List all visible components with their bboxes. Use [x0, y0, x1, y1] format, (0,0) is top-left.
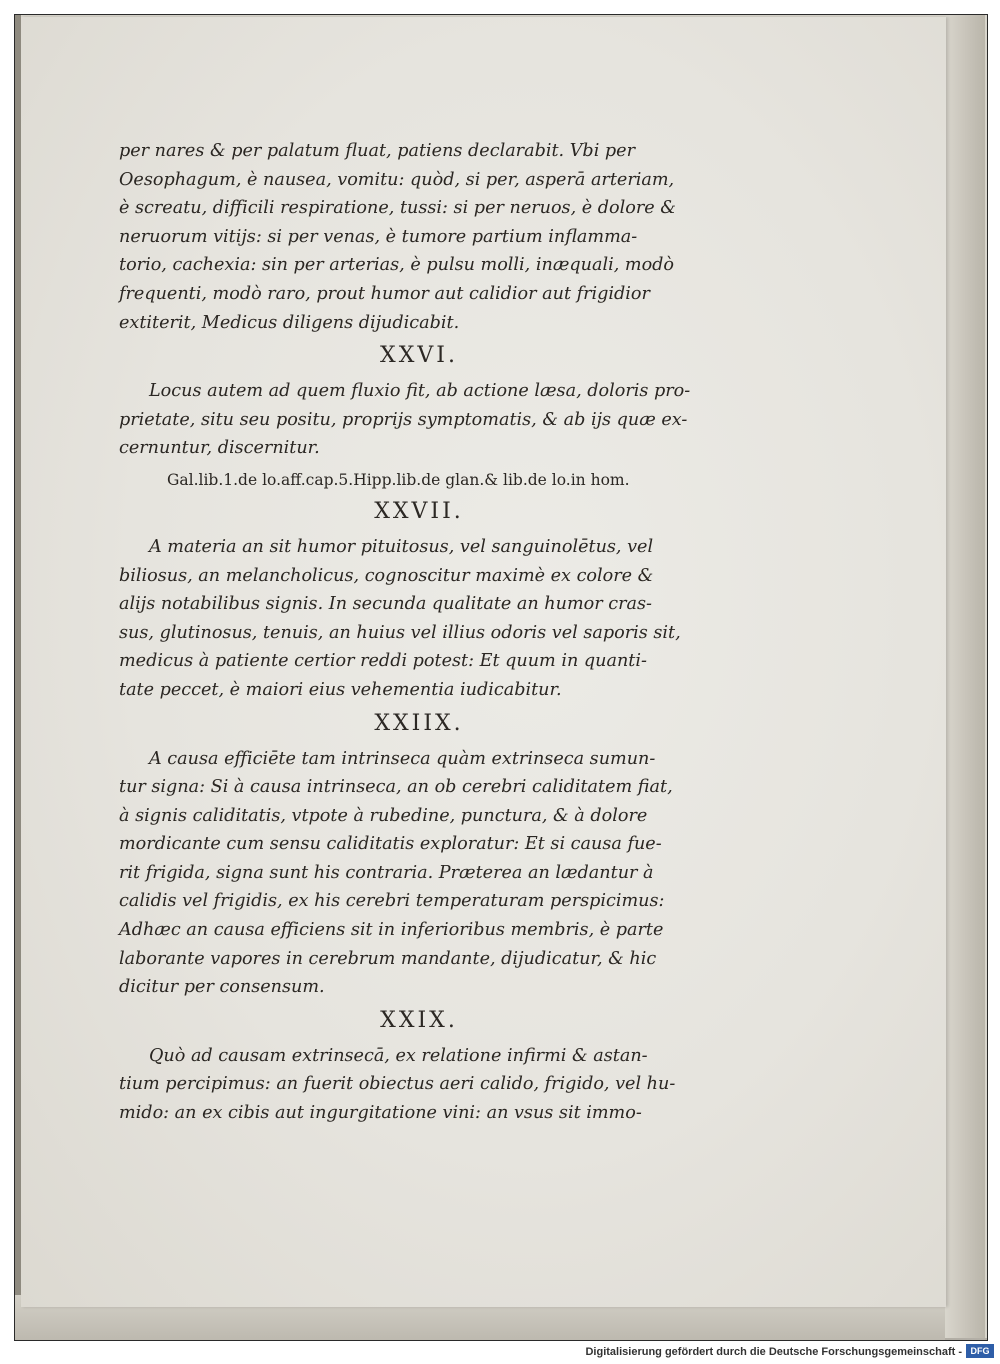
paragraph-27 [119, 533, 719, 705]
dfg-credit-text: Digitalisierung gefördert durch die Deutsche Forschungsgemeinschaft - [585, 1346, 962, 1358]
text-line: cernuntur, discernitur. [119, 438, 320, 459]
text-line: tur signa: Si à causa intrinseca, an ob cerebri caliditatem fiat, [119, 777, 673, 798]
citation-line: Gal.lib.1.de lo.aff.cap.5.Hipp.lib.de glan.& lib.de lo.in hom. [167, 470, 630, 489]
paragraph-25-end [119, 137, 719, 337]
page-text [119, 137, 719, 1128]
footer-bar [0, 1341, 1000, 1364]
text-line: tate peccet, è maiori eius vehementia iudicabitur. [119, 679, 562, 700]
dfg-logo-icon[interactable]: DFG [966, 1344, 994, 1358]
text-line: frequenti, modò raro, prout humor aut calidior aut frigidior [119, 283, 650, 304]
text-line: dicitur per consensum. [119, 977, 325, 998]
section-heading-27: XXVII. [374, 498, 464, 524]
text-line: rit frigida, signa sunt his contraria. Præterea an lædantur à [119, 862, 654, 883]
section-heading-26: XXVI. [380, 343, 458, 369]
text-line: tium percipimus: an fuerit obiectus aeri calido, frigido, vel hu- [119, 1074, 676, 1095]
section-heading-28: XXIIX. [374, 710, 464, 736]
text-line: Oesophagum, è nausea, vomitu: quòd, si per, asperā arteriam, [119, 169, 675, 190]
text-line: neruorum vitijs: si per venas, è tumore partium inflamma- [119, 226, 638, 247]
text-line: A causa efficiēte tam intrinseca quàm extrinseca sumun- [149, 748, 656, 769]
text-line: Adhæc an causa efficiens sit in inferioribus membris, è parte [119, 920, 664, 941]
text-line: medicus à patiente certior reddi potest: Et quum in quanti- [119, 651, 647, 672]
text-line: mido: an ex cibis aut ingurgitatione vini: an vsus sit immo- [119, 1103, 642, 1124]
text-line: sus, glutinosus, tenuis, an huius vel illius odoris vel saporis sit, [119, 622, 681, 643]
text-line: per nares & per palatum fluat, patiens declarabit. Vbi per [119, 141, 636, 161]
page-edge [945, 15, 985, 1338]
book-page [21, 17, 946, 1307]
text-line: Locus autem ad quem fluxio fit, ab actione læsa, doloris pro- [149, 381, 691, 402]
text-line: biliosus, an melancholicus, cognoscitur maximè ex colore & [119, 565, 654, 586]
text-line: mordicante cum sensu caliditatis exploratur: Et si causa fue- [119, 834, 662, 855]
text-line: alijs notabilibus signis. In secunda qualitate an humor cras- [119, 594, 652, 615]
text-line: Quò ad causam extrinsecā, ex relatione infirmi & astan- [149, 1045, 648, 1066]
section-heading-29: XXIX. [380, 1007, 458, 1033]
scan-frame [14, 14, 988, 1341]
text-line: prietate, situ seu positu, proprijs symptomatis, & ab ijs quæ ex- [119, 409, 688, 430]
text-line: è screatu, difficili respiratione, tussi: si per neruos, è dolore & [119, 198, 676, 219]
paragraph-26 [119, 377, 719, 463]
text-line: A materia an sit humor pituitosus, vel sanguinolētus, vel [149, 536, 654, 557]
text-line: laborante vapores in cerebrum mandante, dijudicatur, & hic [119, 948, 657, 969]
text-line: extiterit, Medicus diligens dijudicabit. [119, 312, 460, 333]
text-line: à signis caliditatis, vtpote à rubedine, punctura, & à dolore [119, 805, 648, 826]
paragraph-29 [119, 1042, 719, 1128]
paragraph-28 [119, 745, 719, 1002]
text-line: calidis vel frigidis, ex his cerebri temperaturam perspicimus: [119, 891, 665, 912]
text-line: torio, cachexia: sin per arterias, è pulsu molli, inæquali, modò [119, 255, 675, 276]
